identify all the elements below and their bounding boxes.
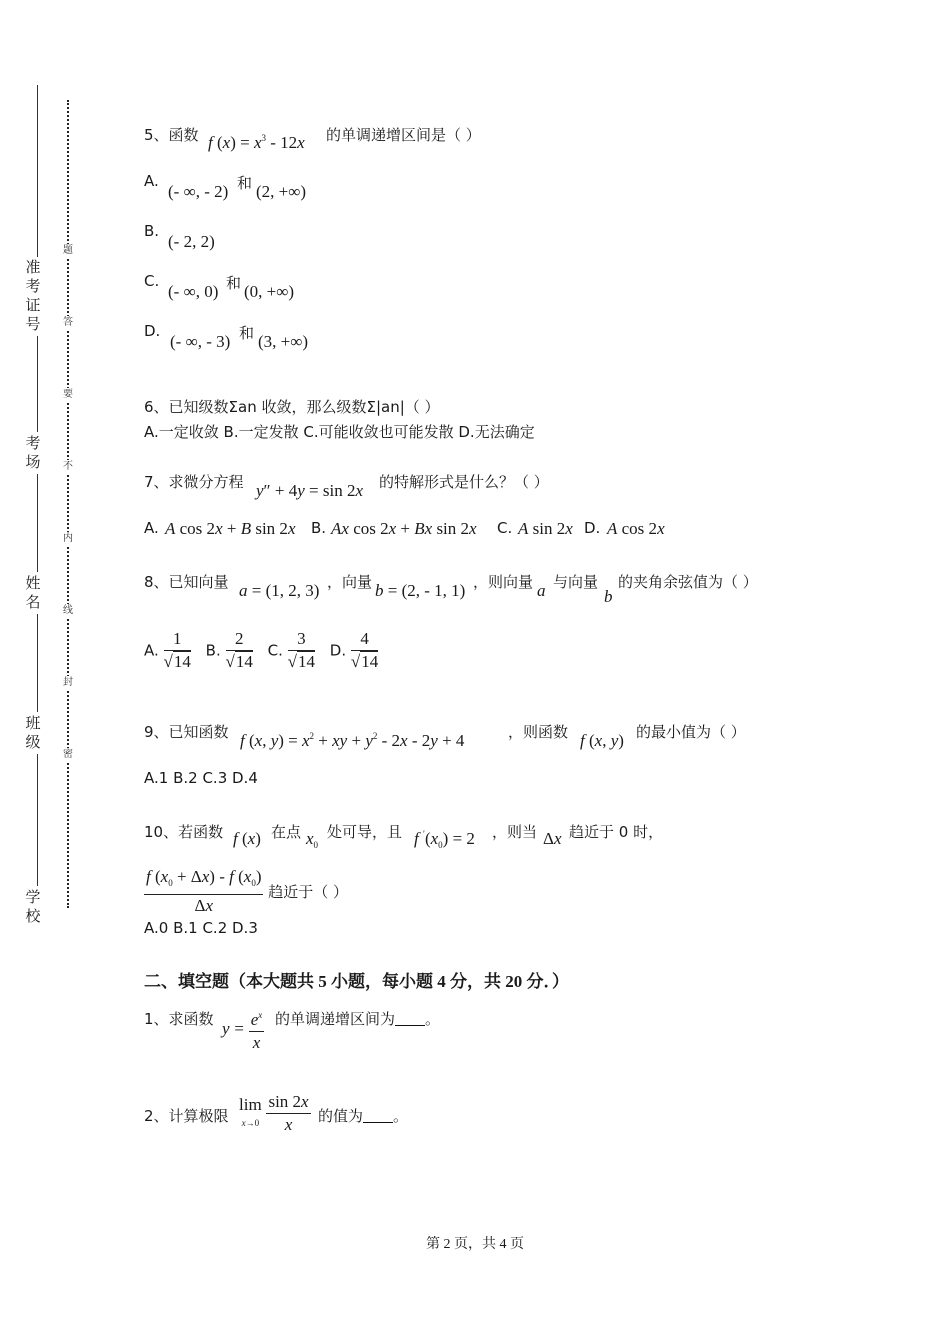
q7-option-c-formula: A sin 2x <box>518 519 573 538</box>
q7-suffix: 的特解形式是什么？（ ） <box>379 473 549 491</box>
q9-options: A.1 B.2 C.3 D.4 <box>144 769 258 787</box>
q10-mid1: 在点 <box>271 823 302 841</box>
q8-options <box>144 628 378 673</box>
q8-option-a-fraction: $\frac{1}{√14}$ <box>163 629 191 671</box>
seal-dotted-line <box>67 100 69 908</box>
q5-option-c-and: 和 <box>226 274 242 292</box>
margin-line <box>37 336 38 432</box>
margin-label-exam-id: 准考证号 <box>25 258 41 333</box>
q9-prefix: 9、已知函数 <box>144 723 229 741</box>
q8-option-d-letter: D. <box>329 641 347 660</box>
q10-delta: Δx <box>543 829 562 848</box>
q5-option-c-letter: C. <box>144 272 160 290</box>
q9-suffix: 的最小值为（ ） <box>636 723 746 741</box>
seal-char: 不 <box>63 461 73 472</box>
q5-prefix: 5、函数 <box>144 126 199 144</box>
q5-option-d-interval-2: (3, +∞) <box>258 332 309 351</box>
seal-char: 要 <box>63 389 73 400</box>
q5-option-b-interval: (- 2, 2) <box>168 232 215 251</box>
q8-vector-a: a = (1, 2, 3) <box>239 581 320 600</box>
q8-symbol-a: a <box>537 581 546 600</box>
margin-label-exam-room: 考场 <box>25 434 41 471</box>
q10-point: $x_0$ <box>306 829 319 850</box>
q5-option-c-interval-1: (- ∞, 0) <box>168 282 219 301</box>
q5-option-a-interval-1: (- ∞, - 2) <box>168 182 229 201</box>
q8-prefix: 8、已知向量 <box>144 573 229 591</box>
q5-option-d-and: 和 <box>239 324 255 342</box>
fill-q1-prefix: 1、求函数 <box>144 1010 214 1028</box>
q10-options: A.0 B.1 C.2 D.3 <box>144 919 258 937</box>
fill-q1-suffix: 的单调递增区间为 。 <box>275 1010 441 1028</box>
q7-option-b-letter: B. <box>311 519 327 537</box>
seal-char: 线 <box>63 605 73 616</box>
q5-option-a-interval-2: (2, +∞) <box>256 182 307 201</box>
q6-stem: 6、已知级数Σan 收敛，那么级数Σ|an|（ ） <box>144 398 440 416</box>
q10-mid3: ，则当 <box>492 823 538 841</box>
q10-expression <box>144 866 348 917</box>
q10-suffix: 趋近于 0 时， <box>569 823 664 841</box>
margin-line <box>37 614 38 712</box>
margin-line <box>37 474 38 572</box>
seal-char: 答 <box>63 317 73 328</box>
q8-option-b-letter: B. <box>205 641 221 660</box>
margin-label-name: 姓名 <box>25 574 41 611</box>
q8-option-a-letter: A. <box>144 641 159 660</box>
margin-label-class: 班级 <box>25 714 41 751</box>
q8-option-d-fraction: $\frac{4}{√14}$ <box>350 629 379 671</box>
q10-mid2: 处可导，且 <box>327 823 403 841</box>
q7-option-d-formula: A cos 2x <box>607 519 665 538</box>
q8-suffix: 的夹角余弦值为（ ） <box>618 573 758 591</box>
q9-mid: ，则函数 <box>508 723 569 741</box>
seal-char: 内 <box>63 533 73 544</box>
fill-q1-answer-blank[interactable] <box>395 1011 425 1026</box>
q7-option-b-formula: Ax cos 2x + Bx sin 2x <box>331 519 477 538</box>
q10-derivative: f $'(x_0) = 2$ <box>414 829 475 850</box>
q5-suffix: 的单调递增区间是（ ） <box>326 126 481 144</box>
q5-stem <box>144 124 199 145</box>
q5-option-a-letter: A. <box>144 172 159 190</box>
q10-prefix: 10、若函数 <box>144 823 224 841</box>
q8-mid1: ，向量 <box>327 573 373 591</box>
q7-option-a-letter: A. <box>144 519 159 537</box>
q5-option-d-letter: D. <box>144 322 161 340</box>
q5-option-a-and: 和 <box>237 174 253 192</box>
fill-q2-formula: lim x→0 $\frac{\sin 2x}{x}$ <box>239 1092 309 1134</box>
q5-option-d-interval-1: (- ∞, - 3) <box>170 332 231 351</box>
fill-q2-prefix: 2、计算极限 <box>144 1107 229 1125</box>
margin-label-school: 学校 <box>25 888 41 925</box>
q7-formula: y″ + 4y = sin 2x <box>256 481 363 500</box>
q7-option-d-letter: D. <box>584 519 601 537</box>
fill-q2-answer-blank[interactable] <box>363 1108 393 1123</box>
margin-line <box>37 754 38 886</box>
q5-option-c-interval-2: (0, +∞) <box>244 282 295 301</box>
seal-char: 密 <box>63 749 73 760</box>
fill-q2-suffix: 的值为 。 <box>318 1107 409 1125</box>
margin-line <box>37 85 38 257</box>
page-footer: 第 2 页，共 4 页 <box>426 1237 524 1252</box>
q10-tail: 趋近于（ ） <box>268 883 349 901</box>
q10-function: f (x) <box>233 829 261 848</box>
seal-char: 题 <box>63 245 73 256</box>
q8-option-b-fraction: $\frac{2}{√14}$ <box>225 629 253 671</box>
q6-options: A.一定收敛 B.一定发散 C.可能收敛也可能发散 D.无法确定 <box>144 423 535 441</box>
q7-prefix: 7、求微分方程 <box>144 473 244 491</box>
q8-mid3: 与向量 <box>553 573 599 591</box>
q10-difference-quotient: $\frac{f (x_0 + \Delta x) - f (x_0)}{\Delta x}$ <box>146 867 262 915</box>
q7-option-a-formula: A cos 2x + B sin 2x <box>165 519 296 538</box>
q8-mid2: ，则向量 <box>473 573 534 591</box>
q8-vector-b: b = (2, - 1, 1) <box>375 581 466 600</box>
q7-option-c-letter: C. <box>497 519 513 537</box>
q5-formula: f $(x) = x^3 - 12x$ <box>208 133 305 152</box>
q5-option-b-letter: B. <box>144 222 160 240</box>
fill-q1-formula: y = $\frac{e^x}{x}$ <box>222 1004 264 1054</box>
q8-option-c-fraction: $\frac{3}{√14}$ <box>287 629 316 671</box>
seal-char: 封 <box>63 677 73 688</box>
section2-heading: 二、填空题（本大题共 5 小题，每小题 4 分，共 20 分．） <box>144 972 569 991</box>
q9-function: f (x, y) <box>580 731 624 750</box>
q8-option-c-letter: C. <box>267 641 283 660</box>
q9-formula: f (x, $y) = x^2$ + xy + $y^2 - 2x - 2y + 4$ <box>240 731 465 750</box>
q8-symbol-b: b <box>604 587 613 606</box>
